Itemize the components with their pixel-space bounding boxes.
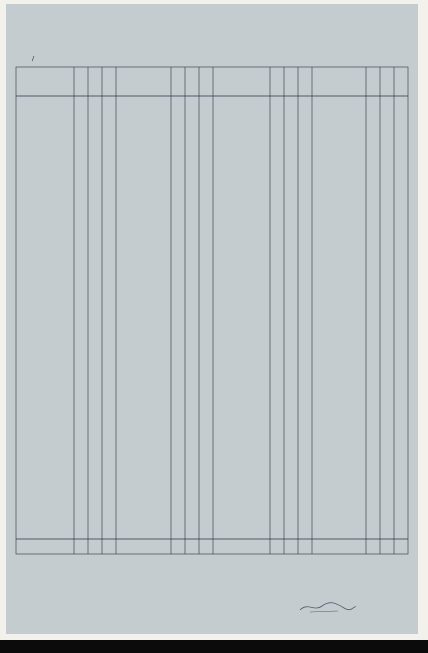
- form-sheet: [6, 4, 418, 634]
- commander-signature: [298, 600, 358, 614]
- archive-caption-bar: [0, 640, 428, 653]
- part-title-line2: /: [32, 54, 35, 63]
- strength-table-grid: [6, 4, 418, 634]
